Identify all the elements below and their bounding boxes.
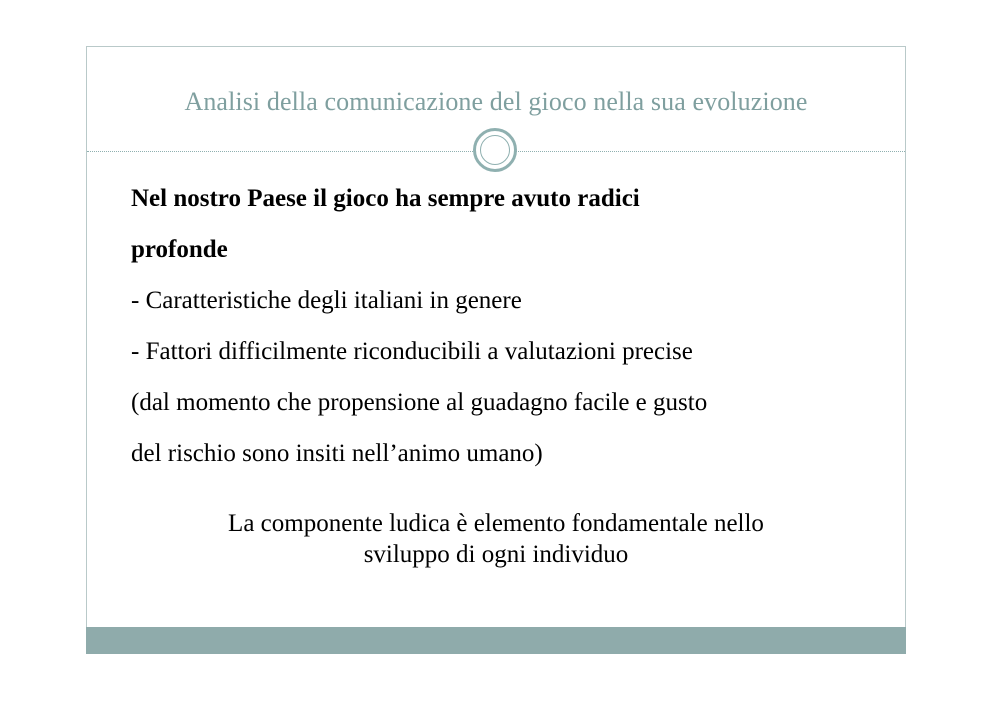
body-line-2: - Fattori difficilmente riconducibili a valutazioni precise [131, 338, 693, 365]
body-line-3: (dal momento che propensione al guadagno facile e gusto [131, 389, 708, 416]
footer-bar [86, 627, 906, 654]
conclusion-line-2: sviluppo di ogni individuo [363, 541, 629, 568]
conclusion-line-1: La componente ludica è elemento fondamentale nello [228, 510, 764, 537]
heading-line-2: profonde [131, 236, 228, 263]
slide-title: Analisi della comunicazione del gioco nella sua evoluzione [184, 87, 808, 116]
slide-body [131, 173, 871, 479]
double-circle-ornament-icon [473, 128, 517, 172]
slide [86, 46, 906, 654]
conclusion [87, 508, 905, 570]
body-line-1: - Caratteristiche degli italiani in genere [131, 287, 522, 314]
body-line-4: del rischio sono insiti nell’animo umano) [131, 440, 543, 467]
heading-line-1: Nel nostro Paese il gioco ha sempre avuto radici [131, 185, 640, 212]
